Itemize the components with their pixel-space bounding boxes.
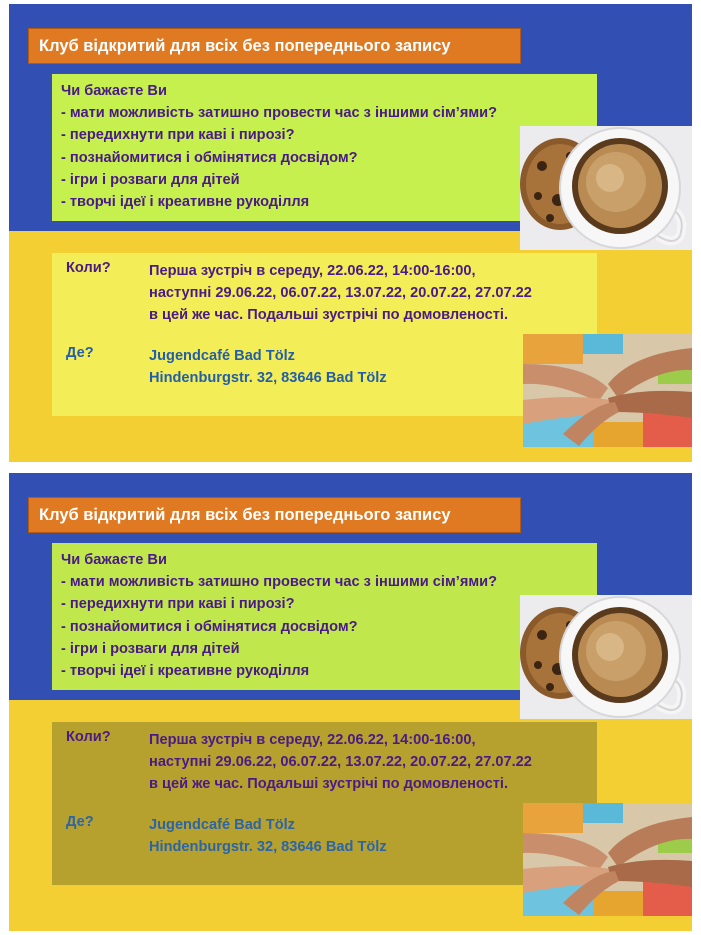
when-line: Перша зустріч в середу, 22.06.22, 14:00-16:00, xyxy=(149,732,476,748)
flyer-2 xyxy=(9,473,692,931)
venue-address: Hindenburgstr. 32, 83646 Bad Tölz xyxy=(149,839,387,855)
title-banner: Клуб відкритий для всіх без попереднього запису xyxy=(28,28,521,64)
hands-photo xyxy=(523,803,692,916)
question-item: - ігри і розваги для дітей xyxy=(61,640,240,657)
when-line: в цей же час. Подальші зустрічі по домовленості. xyxy=(149,776,509,792)
coffee-photo xyxy=(520,126,692,250)
question-heading: Чи бажаєте Ви xyxy=(61,83,167,99)
when-line: наступні 29.06.22, 06.07.22, 13.07.22, 20.07.22, 27.07.22 xyxy=(149,285,532,301)
question-item: - мати можливість затишно провести час з іншими сім’ями? xyxy=(61,105,498,122)
question-item: - передихнути при каві і пирозі? xyxy=(61,596,295,613)
where-label: Де? xyxy=(66,814,94,830)
question-item: - познайомитися і обмінятися досвідом? xyxy=(61,618,358,635)
when-label: Коли? xyxy=(66,260,111,276)
venue-name: Jugendcafé Bad Tölz xyxy=(149,348,295,364)
question-item: - познайомитися і обмінятися досвідом? xyxy=(61,149,358,166)
question-item: - творчі ідеї і креативне рукоділля xyxy=(61,663,310,680)
when-details xyxy=(149,729,532,795)
venue-address: Hindenburgstr. 32, 83646 Bad Tölz xyxy=(149,370,387,386)
coffee-photo xyxy=(520,595,692,719)
question-item: - творчі ідеї і креативне рукоділля xyxy=(61,194,310,211)
info-box xyxy=(52,722,597,885)
info-box xyxy=(52,253,597,416)
flyer-1 xyxy=(9,4,692,462)
when-line: наступні 29.06.22, 06.07.22, 13.07.22, 20.07.22, 27.07.22 xyxy=(149,754,532,770)
where-label: Де? xyxy=(66,345,94,361)
where-details xyxy=(149,345,387,389)
when-details xyxy=(149,260,532,326)
question-heading: Чи бажаєте Ви xyxy=(61,552,167,568)
venue-name: Jugendcafé Bad Tölz xyxy=(149,817,295,833)
when-line: Перша зустріч в середу, 22.06.22, 14:00-16:00, xyxy=(149,263,476,279)
question-box xyxy=(52,543,597,690)
when-line: в цей же час. Подальші зустрічі по домовленості. xyxy=(149,307,509,323)
title-banner: Клуб відкритий для всіх без попереднього запису xyxy=(28,497,521,533)
question-item: - передихнути при каві і пирозі? xyxy=(61,127,295,144)
question-box xyxy=(52,74,597,221)
hands-photo xyxy=(523,334,692,447)
question-item: - мати можливість затишно провести час з іншими сім’ями? xyxy=(61,574,498,591)
when-label: Коли? xyxy=(66,729,111,745)
where-details xyxy=(149,814,387,858)
question-item: - ігри і розваги для дітей xyxy=(61,171,240,188)
